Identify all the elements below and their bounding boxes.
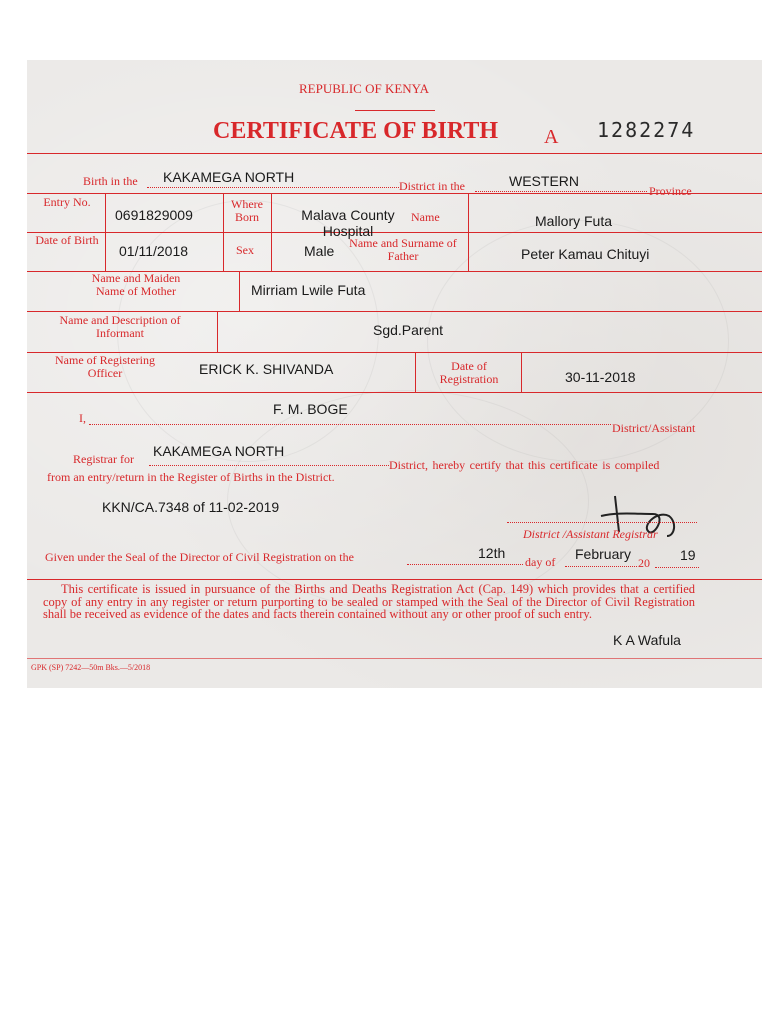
- certify-text-2: from an entry/return in the Register of Births in the District.: [47, 470, 335, 484]
- table-divider: [468, 193, 469, 271]
- where-born-label: Where Born: [231, 197, 263, 224]
- table-divider: [217, 311, 218, 352]
- series-letter: A: [544, 126, 559, 148]
- name-label: Name: [411, 210, 440, 224]
- where-born-value: Malava County Hospital: [301, 207, 395, 239]
- entry-no-value: 0691829009: [115, 207, 193, 223]
- registrar-for-label: Registrar for: [73, 452, 134, 466]
- table-divider: [271, 193, 272, 271]
- table-rule: [27, 153, 762, 154]
- signatory-title: District /Assistant Registrar: [523, 527, 658, 541]
- district-value: WESTERN: [509, 173, 579, 189]
- reference-number: KKN/CA.7348 of 11-02-2019: [102, 499, 280, 515]
- registration-date-label: Date of Registration: [439, 359, 499, 386]
- date-of-birth-value: 01/11/2018: [119, 243, 189, 259]
- republic-heading: REPUBLIC OF KENYA: [299, 81, 430, 96]
- sex-label: Sex: [236, 243, 254, 257]
- table-divider: [521, 352, 522, 392]
- registration-date-value: 30-11-2018: [565, 369, 636, 385]
- day-value: 12th: [478, 545, 506, 561]
- dotted-line: [655, 567, 699, 568]
- table-rule: [27, 311, 762, 312]
- month-value: February: [575, 546, 632, 562]
- registrar-district: KAKAMEGA NORTH: [153, 443, 285, 459]
- table-rule: [27, 392, 762, 393]
- mother-label: Name and Maiden Name of Mother: [91, 271, 181, 298]
- certificate-title: CERTIFICATE OF BIRTH: [213, 118, 499, 144]
- signer-name: K A Wafula: [613, 632, 681, 648]
- birth-certificate: [27, 60, 762, 688]
- dotted-line: [407, 564, 523, 565]
- table-divider: [415, 352, 416, 392]
- registering-officer-label: Name of Registering Officer: [55, 353, 155, 380]
- registrar-name: F. M. BOGE: [273, 401, 348, 417]
- informant-value: Sgd.Parent: [373, 322, 444, 338]
- mother-value: Mirriam Lwile Futa: [251, 282, 366, 298]
- dotted-line: [89, 424, 611, 425]
- sex-value: Male: [304, 243, 335, 259]
- dotted-line: [475, 191, 647, 192]
- dotted-line: [507, 522, 697, 523]
- dotted-line: [147, 187, 399, 188]
- print-code: GPK (SP) 7242—50m Bks.—5/2018: [31, 663, 151, 672]
- father-value: Peter Kamau Chituyi: [521, 246, 650, 262]
- i-label: I,: [79, 411, 86, 425]
- serial-number: 1282274: [597, 118, 696, 142]
- day-of-label: day of: [525, 555, 556, 569]
- year-value: 19: [680, 547, 696, 563]
- table-divider: [105, 193, 106, 271]
- informant-label: Name and Description of Informant: [59, 313, 181, 340]
- table-divider: [239, 271, 240, 311]
- entry-no-label: Entry No.: [43, 195, 91, 209]
- legal-notice: This certificate is issued in pursuance of the Births and Deaths Registration Act (Cap. 149) which provides that a certified copy of any entry in any register or return purporting to be sealed or stamped with the Seal of the Director of Civil Registration shall be received as evidence of the dates and facts therein contained without any or other proof of such entry.: [43, 582, 695, 621]
- district-assistant-label: District/Assistant: [612, 421, 696, 435]
- given-under-text: Given under the Seal of the Director of Civil Registration on the: [45, 550, 354, 564]
- certify-text-1: District, hereby certify that this certificate is compiled: [389, 458, 660, 472]
- table-divider: [223, 193, 224, 271]
- section-rule: [27, 579, 762, 580]
- province-label: Province: [649, 184, 692, 198]
- name-value: Mallory Futa: [535, 213, 613, 229]
- registering-officer-value: ERICK K. SHIVANDA: [199, 361, 334, 377]
- dotted-line: [565, 566, 637, 567]
- heading-rule: [355, 110, 435, 111]
- year-prefix: 20: [638, 556, 650, 570]
- dotted-line: [149, 465, 389, 466]
- date-of-birth-label: Date of Birth: [35, 233, 99, 247]
- footer-rule: [27, 658, 762, 659]
- father-label: Name and Surname of Father: [349, 236, 457, 263]
- district-in-the-label: District in the: [399, 179, 465, 193]
- birth-in-the-value: KAKAMEGA NORTH: [163, 169, 295, 185]
- birth-in-the-label: Birth in the: [83, 174, 138, 188]
